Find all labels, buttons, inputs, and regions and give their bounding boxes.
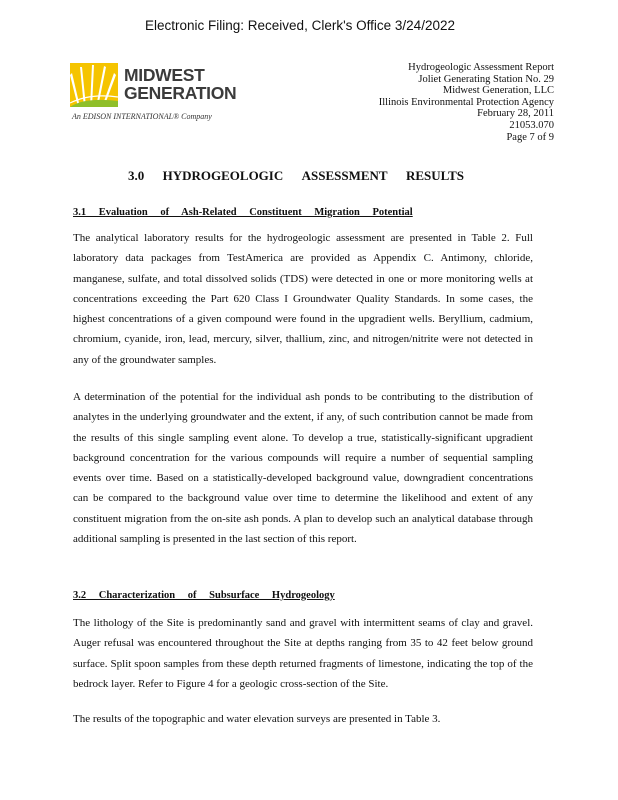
subsection-heading-3-1: 3.1 Evaluation of Ash-Related Constituent Migration Potential <box>73 207 413 218</box>
paragraph-survey-results: The results of the topographic and water elevation surveys are presented in Table 3. <box>73 713 441 725</box>
agency-name: Illinois Environmental Protection Agency <box>378 96 554 108</box>
logo-name-line1: MIDWEST <box>124 65 205 85</box>
station-name: Joliet Generating Station No. 29 <box>418 73 554 85</box>
section-title-word-3: RESULTS <box>405 168 464 183</box>
section-title-word-1: HYDROGEOLOGIC <box>162 168 284 183</box>
paragraph-analytical-results: The analytical laboratory results for the hydrogeologic assessment are presented in Table 2. Full laboratory data packages from TestAmerica are provided as Appendix C. Antimony, chloride, manganese, sulfate, and total dissolved solids (TDS) were detected in one or more monitoring wells at concentrations exceeding the Part 620 Class I Groundwater Quality Standards. In some cases, the highest concentrations of a given compound were found in the upgradient wells. Beryllium, cadmium, chromium, cyanide, iron, lead, mercury, silver, thallium, zinc, and nitrogen/nitrite were not detected in any of the groundwater samples. <box>73 232 533 366</box>
report-header <box>379 62 554 143</box>
project-number: 21053.070 <box>509 119 554 131</box>
subsection-heading-3-2: 3.2 Characterization of Subsurface Hydrogeology <box>73 590 335 601</box>
company-logo <box>70 63 250 123</box>
section-number: 3.0 <box>128 168 145 183</box>
page-number: Page 7 of 9 <box>506 131 554 143</box>
report-date: February 28, 2011 <box>477 108 554 120</box>
filing-stamp: Electronic Filing: Received, Clerk's Office 3/24/2022 <box>145 18 455 33</box>
section-title-word-2: ASSESSMENT <box>301 168 388 183</box>
logo-tagline: An EDISON INTERNATIONAL® Company <box>72 112 212 121</box>
logo-name-line2: GENERATION <box>124 83 237 103</box>
paragraph-determination: A determination of the potential for the individual ash ponds to be contributing to the distribution of analytes in the underlying groundwater and the extent, if any, of such contribution cannot be made from the results of this single sampling event alone. To develop a true, statistically-significant upgradient background concentration for the various compounds will require a number of sequential sampling events over time. Based on a statistically-developed background value, downgradient concentrations can be compared to the background value over time to determine the likelihood and extent of any constituent migration from the on-site ash ponds. A plan to develop such an analytical database through additional sampling is presented in the last section of this report. <box>73 391 533 546</box>
sunburst-logo-icon <box>70 63 118 107</box>
section-title <box>128 168 464 184</box>
report-title: Hydrogeologic Assessment Report <box>408 62 554 73</box>
company-name: Midwest Generation, LLC <box>442 85 554 97</box>
paragraph-lithology: The lithology of the Site is predominantly sand and gravel with intermittent seams of clay and gravel. Auger refusal was encountered throughout the Site at depths ranging from 35 to 42 feet below ground surface. Split spoon samples from these depth returned fragments of limestone, indicating the top of the bedrock layer. Refer to Figure 4 for a geologic cross-section of the Site. <box>73 617 533 690</box>
